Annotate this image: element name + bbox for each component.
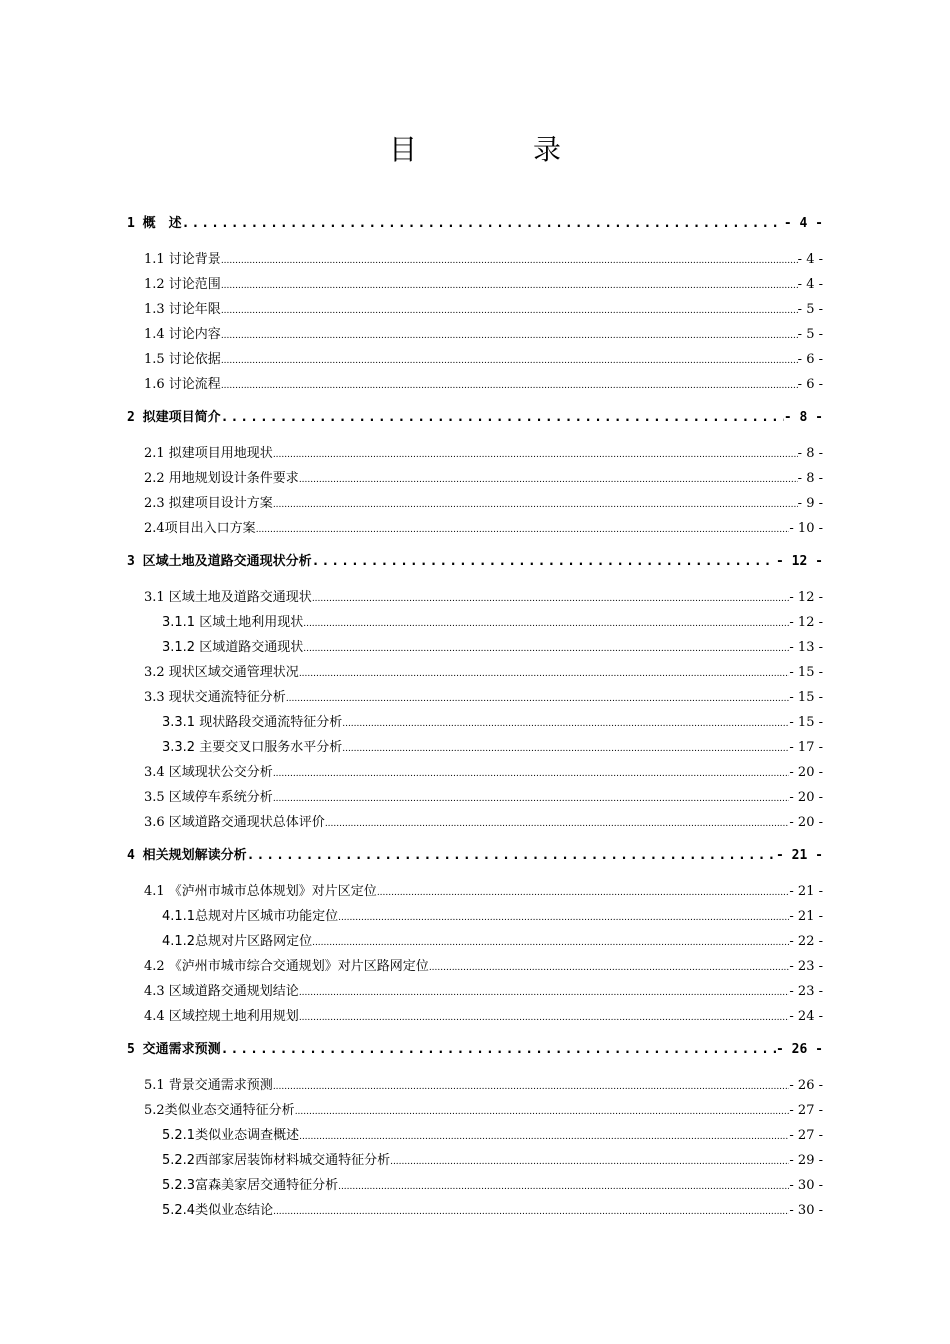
toc-page-number: - 5 - [797,302,823,317]
toc-entry-label: 4.4 区域控规土地利用规划 [144,1009,299,1024]
toc-page-number: - 20 - [789,815,823,830]
toc-leader-dots [221,299,798,321]
toc-section-entry[interactable] [144,443,823,465]
toc-leader-dots [221,374,798,396]
toc-entry-label: 5.2.3富森美家居交通特征分析 [162,1178,339,1193]
toc-page-number: - 15 - [789,690,823,705]
toc-subsection-entry[interactable] [162,612,823,634]
toc-page-number: - 12 - [789,590,823,605]
toc-leader-dots [221,349,798,371]
toc-leader-dots [247,845,776,867]
toc-section-entry[interactable] [144,1006,823,1028]
toc-section-entry[interactable] [144,812,823,834]
toc-subsection-entry[interactable] [162,637,823,659]
toc-chapter-entry[interactable] [127,213,823,235]
toc-page-number: - 12 - [789,615,823,630]
toc-entry-label: 2.4项目出入口方案 [144,521,256,536]
toc-entry-label: 1.3 讨论年限 [144,302,221,317]
toc-leader-dots [299,1006,790,1028]
toc-entry-label: 1.2 讨论范围 [144,277,221,292]
toc-entry-label: 4.1.2总规对片区路网定位 [162,934,313,949]
toc-entry-label: 1 概 述 [127,216,182,231]
toc-page-number: - 10 - [789,521,823,536]
toc-entry-label: 5.1 背景交通需求预测 [144,1078,273,1093]
toc-leader-dots [338,906,789,928]
toc-page-number: - 20 - [789,765,823,780]
toc-subsection-entry[interactable] [162,931,823,953]
toc-entry-label: 3.1.1 区域土地利用现状 [162,615,304,630]
toc-section-entry[interactable] [144,274,823,296]
toc-page-number: - 9 - [797,496,823,511]
toc-section-entry[interactable] [144,493,823,515]
toc-section-entry[interactable] [144,249,823,271]
toc-section-entry[interactable] [144,1100,823,1122]
toc-leader-dots [299,662,790,684]
toc-section-entry[interactable] [144,687,823,709]
toc-page-number: - 17 - [789,740,823,755]
toc-entry-label: 3.3.2 主要交叉口服务水平分析 [162,740,343,755]
toc-page-number: - 6 - [797,377,823,392]
toc-leader-dots [299,981,790,1003]
toc-entry-label: 5.2.4类似业态结论 [162,1203,274,1218]
toc-entry-label: 4.3 区域道路交通规划结论 [144,984,299,999]
toc-leader-dots [429,956,790,978]
toc-page-number: - 30 - [789,1178,823,1193]
toc-subsection-entry[interactable] [162,712,823,734]
toc-entry-label: 1.1 讨论背景 [144,252,221,267]
toc-subsection-entry[interactable] [162,1125,823,1147]
toc-leader-dots [312,587,790,609]
toc-entry-label: 2 拟建项目简介 [127,410,221,425]
toc-leader-dots [303,612,789,634]
toc-entry-label: 5 交通需求预测 [127,1042,221,1057]
toc-leader-dots [390,1150,789,1172]
toc-leader-dots [295,1100,790,1122]
toc-leader-dots [256,518,790,540]
toc-page-number: - 22 - [789,934,823,949]
toc-entry-label: 5.2.2西部家居装饰材料城交通特征分析 [162,1153,391,1168]
toc-section-entry[interactable] [144,324,823,346]
toc-entry-label: 1.5 讨论依据 [144,352,221,367]
toc-chapter-entry[interactable] [127,551,823,573]
toc-section-entry[interactable] [144,518,823,540]
toc-page-number: - 26 - [776,1042,823,1057]
toc-entry-label: 3.6 区域道路交通现状总体评价 [144,815,325,830]
toc-page-number: - 26 - [789,1078,823,1093]
toc-leader-dots [342,712,789,734]
toc-leader-dots [273,1200,789,1222]
toc-chapter-entry[interactable] [127,1039,823,1061]
toc-page-number: - 6 - [797,352,823,367]
toc-leader-dots [303,637,789,659]
toc-section-entry[interactable] [144,881,823,903]
toc-section-entry[interactable] [144,662,823,684]
toc-chapter-entry[interactable] [127,407,823,429]
toc-page-number: - 4 - [797,277,823,292]
toc-entry-label: 4.1 《泸州市城市总体规划》对片区定位 [144,884,377,899]
toc-leader-dots [325,812,790,834]
toc-section-entry[interactable] [144,787,823,809]
toc-section-entry[interactable] [144,981,823,1003]
toc-section-entry[interactable] [144,374,823,396]
toc-entry-label: 4 相关规划解读分析 [127,848,247,863]
toc-page-number: - 23 - [789,959,823,974]
toc-entry-label: 5.2类似业态交通特征分析 [144,1103,295,1118]
toc-page-number: - 27 - [789,1103,823,1118]
toc-entry-label: 2.2 用地规划设计条件要求 [144,471,299,486]
toc-page-number: - 4 - [797,252,823,267]
toc-subsection-entry[interactable] [162,906,823,928]
toc-leader-dots [273,1075,790,1097]
toc-section-entry[interactable] [144,299,823,321]
toc-entry-label: 3.2 现状区域交通管理状况 [144,665,299,680]
toc-page-number: - 8 - [783,410,823,425]
toc-page-number: - 23 - [789,984,823,999]
toc-page-number: - 27 - [789,1128,823,1143]
toc-page-number: - 4 - [783,216,823,231]
toc-page-number: - 5 - [797,327,823,342]
toc-leader-dots [286,687,790,709]
toc-entry-label: 3.3 现状交通流特征分析 [144,690,286,705]
toc-leader-dots [377,881,790,903]
toc-subsection-entry[interactable] [162,737,823,759]
toc-section-entry[interactable] [144,587,823,609]
toc-leader-dots [312,931,789,953]
toc-entry-label: 2.3 拟建项目设计方案 [144,496,273,511]
toc-leader-dots [182,213,784,235]
toc-leader-dots [221,407,784,429]
toc-leader-dots [299,1125,789,1147]
toc-leader-dots [273,762,790,784]
toc-page-number: - 12 - [776,554,823,569]
toc-entry-label: 3.3.1 现状路段交通流特征分析 [162,715,343,730]
toc-leader-dots [221,274,798,296]
toc-page-number: - 24 - [789,1009,823,1024]
toc-leader-dots [273,787,790,809]
toc-section-entry[interactable] [144,349,823,371]
toc-entry-label: 3.4 区域现状公交分析 [144,765,273,780]
toc-entry-label: 3.1.2 区域道路交通现状 [162,640,304,655]
toc-page-number: - 20 - [789,790,823,805]
toc-leader-dots [342,737,789,759]
toc-leader-dots [221,324,798,346]
toc-subsection-entry[interactable] [162,1175,823,1197]
toc-page-number: - 21 - [789,909,823,924]
toc-leader-dots [312,551,776,573]
toc-page-number: - 15 - [789,715,823,730]
toc-subsection-entry[interactable] [162,1200,823,1222]
toc-chapter-entry[interactable] [127,845,823,867]
toc-section-entry[interactable] [144,468,823,490]
toc-leader-dots [221,1039,776,1061]
toc-leader-dots [221,249,798,271]
toc-entry-label: 4.1.1总规对片区城市功能定位 [162,909,339,924]
toc-entry-label: 4.2 《泸州市城市综合交通规划》对片区路网定位 [144,959,429,974]
toc-entry-label: 1.4 讨论内容 [144,327,221,342]
toc-page-number: - 8 - [797,446,823,461]
toc-entry-label: 3.5 区域停车系统分析 [144,790,273,805]
toc-page-number: - 21 - [776,848,823,863]
toc-entry-label: 1.6 讨论流程 [144,377,221,392]
toc-entry-label: 5.2.1类似业态调查概述 [162,1128,300,1143]
toc-page-number: - 15 - [789,665,823,680]
toc-section-entry[interactable] [144,956,823,978]
toc-page-number: - 30 - [789,1203,823,1218]
toc-subsection-entry[interactable] [162,1150,823,1172]
toc-entry-label: 3 区域土地及道路交通现状分析 [127,554,312,569]
toc-leader-dots [338,1175,789,1197]
toc-section-entry[interactable] [144,762,823,784]
toc-page-number: - 21 - [789,884,823,899]
toc-leader-dots [273,443,798,465]
toc-page-number: - 29 - [789,1153,823,1168]
toc-entry-label: 2.1 拟建项目用地现状 [144,446,273,461]
toc-entry-label: 3.1 区域土地及道路交通现状 [144,590,312,605]
toc-title: 目 录 [388,133,605,166]
toc-page-number: - 8 - [797,471,823,486]
toc-leader-dots [273,493,798,515]
toc-section-entry[interactable] [144,1075,823,1097]
toc-page-number: - 13 - [789,640,823,655]
toc-leader-dots [299,468,798,490]
